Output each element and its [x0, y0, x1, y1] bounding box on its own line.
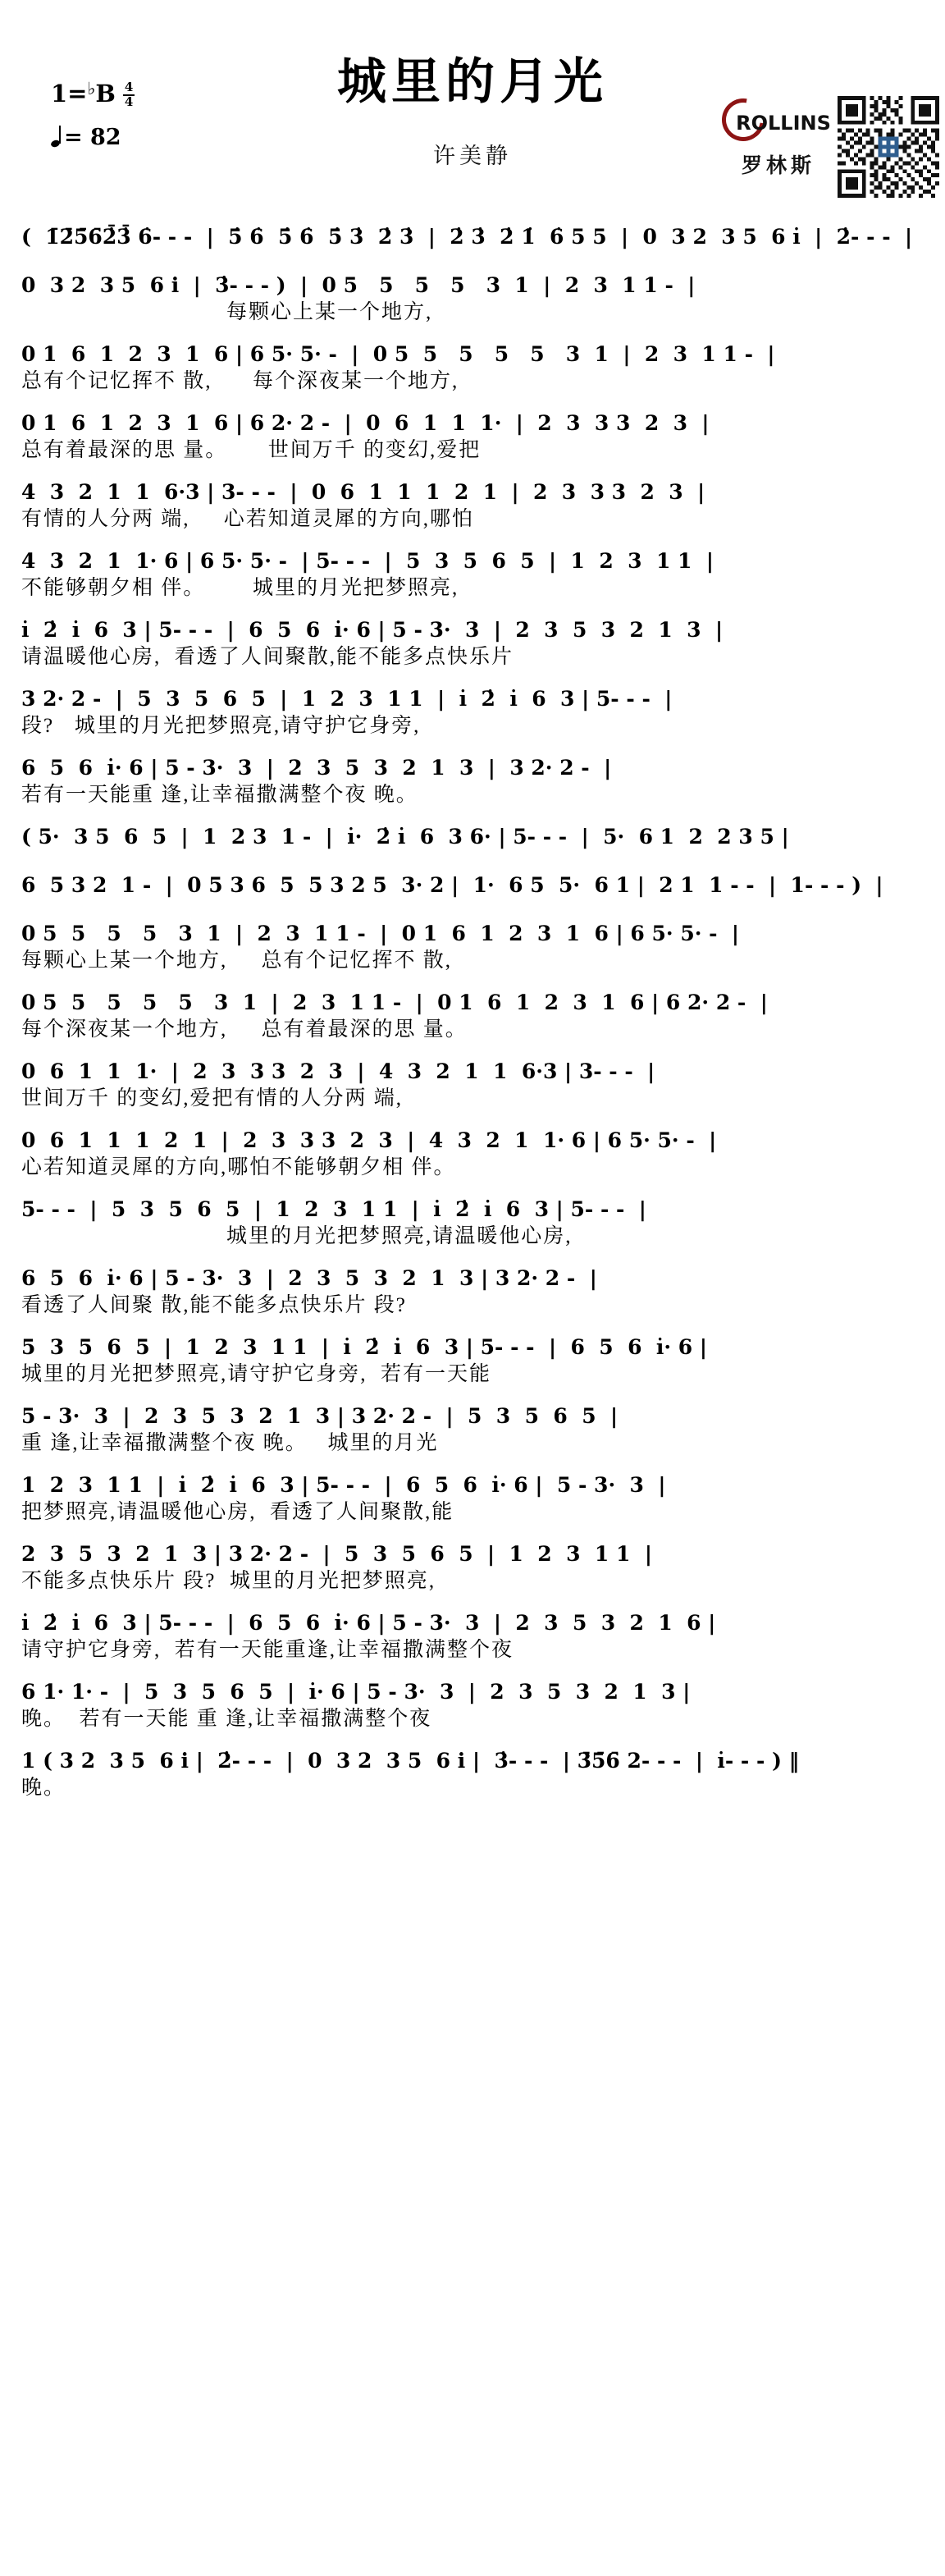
note-row: 0 1 6 1 2 3 1 6 | 6 2· 2 - | 0 6 1 1 1· | 2 3 3 3 2 3 | [21, 411, 710, 435]
music-system [21, 539, 930, 606]
music-system [21, 1256, 930, 1324]
qr-code[interactable] [837, 95, 940, 199]
lyric-row: 请温暖他心房, 看透了人间聚散,能不能多点快乐片 [21, 646, 514, 668]
page-title: 城里的月光 [337, 53, 608, 111]
music-system [21, 863, 930, 910]
meter-numerator: 4 [124, 80, 134, 94]
music-system [21, 470, 930, 538]
note-row: 1 ( 3 2 3 5 6 i | 2̇- - - | 0 3 2 3 5 6 i | 3̇- - - | 3̄5̄6̄ 2- - - | i̇- - - ) ‖ [21, 1749, 800, 1773]
brand-name-latin: ROLLINS [736, 112, 831, 135]
key-and-tempo-block [51, 78, 135, 150]
note-row: 6 1· 1· - | 5 3 5 6 5 | i̇· 6 | 5 - 3· 3 | 2 3 5 3 2 1 3 | [21, 1680, 691, 1704]
note-row: 0 6 1 1 1 2 1 | 2 3 3 3 2 3 | 4 3 2 1 1· 6 | 6 5· 5· - | [21, 1128, 717, 1152]
note-row: 0 5 5 5 5 3 1 | 2 3 1 1 - | 0 1 6 1 2 3 1 6 | 6 5· 5· - | [21, 922, 739, 945]
quarter-note-icon [51, 128, 62, 147]
meter-denominator: 4 [124, 94, 134, 109]
note-row: 5- - - | 5 3 5 6 5 | 1 2 3 1 1 | i̇ 2̇ i̇ 6 3 | 5- - - | [21, 1197, 646, 1221]
lyric-row: 心若知道灵犀的方向,哪怕不能够朝夕相 伴。 [21, 1156, 456, 1178]
note-row: 4 3 2 1 1 6·3 | 3- - - | 0 6 1 1 1 2 1 | 2 3 3 3 2 3 | [21, 480, 705, 504]
lyric-row: 晚。 [21, 1777, 66, 1799]
note-row: 4 3 2 1 1· 6 | 6 5· 5· - | 5- - - | 5 3 5 6 5 | 1 2 3 1 1 | [21, 549, 714, 573]
key-letter: B [95, 80, 116, 108]
music-system [21, 401, 930, 469]
note-row: 5 3 5 6 5 | 1 2 3 1 1 | i̇ 2̇ i̇ 6 3 | 5- - - | 6 5 6 i̇· 6 | [21, 1335, 707, 1359]
note-row: 6 5 3 2 1 - | 0 5 3 6 5 5 3 2 5 3· 2 | 1· 6 5 5· 6 1 | 2 1 1 - - | 1- - - ) | [21, 873, 883, 897]
music-system [21, 1601, 930, 1668]
brand-name-chinese: 罗林斯 [741, 153, 815, 177]
lyric-row: 段? 城里的月光把梦照亮,请守护它身旁, [21, 715, 421, 737]
note-row: 6 5 6 i̇· 6 | 5 - 3· 3 | 2 3 5 3 2 1 3 | 3 2· 2 - | [21, 756, 612, 780]
lyric-row: 不能够朝夕相 伴。 城里的月光把梦照亮, [21, 577, 459, 599]
note-row: 2 3 5 3 2 1 3 | 3 2· 2 - | 5 3 5 6 5 | 1 2 3 1 1 | [21, 1542, 652, 1566]
key-equals-label: 1= [51, 80, 88, 108]
lyric-row: 每颗心上某一个地方, 总有个记忆挥不 散, [21, 949, 453, 972]
note-row: i̇ 2̇ i̇ 6 3 | 5- - - | 6 5 6 i̇· 6 | 5 - 3· 3 | 2 3 5 3 2 1 6 | [21, 1611, 716, 1635]
music-system [21, 1119, 930, 1186]
lyric-row: 世间万千 的变幻,爱把有情的人分两 端, [21, 1087, 404, 1110]
music-system [21, 677, 930, 744]
note-row: 6 5 6 i̇· 6 | 5 - 3· 3 | 2 3 5 3 2 1 3 | 3 2· 2 - | [21, 1266, 597, 1290]
flat-symbol: ♭ [87, 78, 96, 98]
note-row: 5 - 3· 3 | 2 3 5 3 2 1 3 | 3 2· 2 - | 5 3 5 6 5 | [21, 1404, 619, 1428]
lyric-row: 重 逢,让幸福撒满整个夜 晚。 城里的月光 [21, 1432, 439, 1454]
note-row: 1 2 3 1 1 | i̇ 2̇ i̇ 6 3 | 5- - - | 6 5 6 i̇· 6 | 5 - 3· 3 | [21, 1473, 666, 1497]
lyric-row: 晚。 若有一天能 重 逢,让幸福撒满整个夜 [21, 1708, 432, 1730]
key-signature [51, 78, 135, 110]
music-systems [0, 215, 945, 1806]
music-system [21, 1325, 930, 1393]
lyric-row: 不能多点快乐片 段? 城里的月光把梦照亮, [21, 1570, 436, 1592]
score-header [0, 0, 945, 215]
music-system [21, 981, 930, 1048]
music-system [21, 1739, 930, 1806]
lyric-row: 有情的人分两 端, 心若知道灵犀的方向,哪怕 [21, 508, 475, 530]
music-system [21, 1670, 930, 1737]
lyric-row [21, 900, 930, 910]
music-system [21, 332, 930, 400]
music-system [21, 1050, 930, 1117]
note-row: i̇ 2̇ i̇ 6 3 | 5- - - | 6 5 6 i̇· 6 | 5 - 3· 3 | 2 3 5 3 2 1 3 | [21, 618, 724, 642]
lyric-row [21, 252, 930, 262]
lyric-row: 把梦照亮,请温暖他心房, 看透了人间聚散,能 [21, 1501, 454, 1523]
lyric-row: 每个深夜某一个地方, 总有着最深的思 量。 [21, 1018, 468, 1041]
music-system [21, 1394, 930, 1462]
time-signature [123, 81, 135, 109]
music-system [21, 746, 930, 813]
tempo-marking [51, 125, 135, 150]
music-system [21, 912, 930, 979]
music-system [21, 1187, 930, 1255]
tempo-value-label: = 82 [64, 124, 121, 150]
note-row: 3 2· 2 - | 5 3 5 6 5 | 1 2 3 1 1 | i̇ 2̇ i̇ 6 3 | 5- - - | [21, 687, 673, 711]
music-system [21, 1532, 930, 1599]
lyric-row: 总有着最深的思 量。 世间万千 的变幻,爱把 [21, 439, 482, 461]
lyric-row: 请守护它身旁, 若有一天能重逢,让幸福撒满整个夜 [21, 1639, 514, 1661]
note-row: 0 5 5 5 5 5 3 1 | 2 3 1 1 - | 0 1 6 1 2 3 1 6 | 6 2· 2 - | [21, 991, 768, 1014]
note-row: 0 3 2 3 5 6 i | 3̇- - - ) | 0 5 5 5 5 3 1 | 2 3 1 1 - | [21, 273, 696, 297]
music-system [21, 263, 930, 331]
lyric-row: 城里的月光把梦照亮,请守护它身旁, 若有一天能 [21, 1363, 492, 1385]
brand-ring-icon [717, 98, 840, 144]
note-row: 0 6 1 1 1· | 2 3 3 3 2 3 | 4 3 2 1 1 6·3 | 3- - - | [21, 1059, 655, 1083]
lyric-row: 每颗心上某一个地方, [226, 301, 433, 323]
lyric-row: 看透了人间聚 散,能不能多点快乐片 段? [21, 1294, 407, 1316]
lyric-row: 若有一天能重 逢,让幸福撒满整个夜 晚。 [21, 784, 418, 806]
music-system [21, 608, 930, 675]
music-system [21, 815, 930, 862]
note-row: ( 5· 3 5 6 5 | 1 2 3 1 - | i̇· 2̇ i̇ 6 3 6· | 5- - - | 5· 6 1 2 2 3 5 | [21, 825, 789, 849]
lyric-row: 总有个记忆挥不 散, 每个深夜某一个地方, [21, 370, 459, 392]
note-row: 0 1 6 1 2 3 1 6 | 6 5· 5· - | 0 5 5 5 5 5 3 1 | 2 3 1 1 - | [21, 342, 775, 366]
lyric-row [21, 852, 930, 862]
publisher-logo [717, 98, 840, 179]
music-system [21, 215, 930, 262]
lyric-row: 城里的月光把梦照亮,请温暖他心房, [226, 1225, 573, 1247]
note-row: ( 1̄2̄5̄6̄2̇̄3̇̄ 6̇- - - | 5̇ 6̇ 5̇ 6̇ 5̇ 3̇ 2̇ 3̇ | 2̇ 3̇ 2̇ 1̇ 6̇ 5 5 | 0 3 2 3 5 6 i̇ | 2̇- - - | [21, 225, 913, 249]
composer-name: 许美静 [433, 144, 512, 168]
music-system [21, 1463, 930, 1531]
